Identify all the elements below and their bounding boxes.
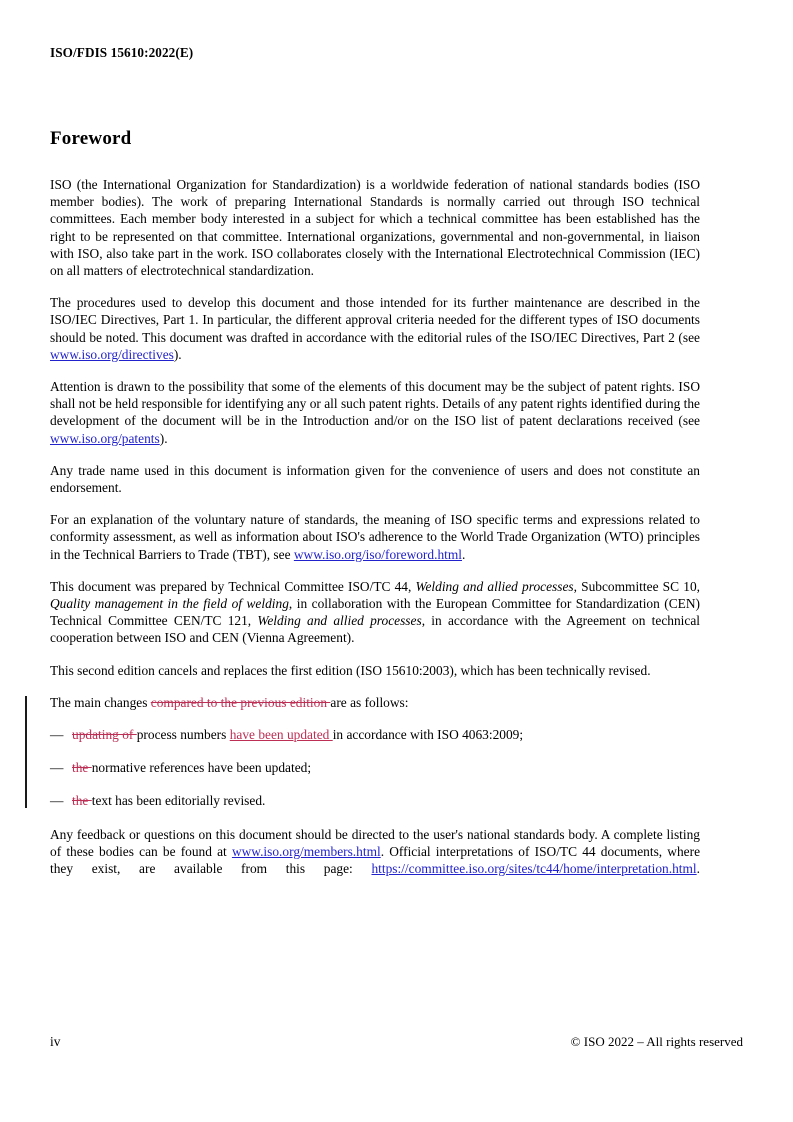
- list-item: [50, 726, 700, 743]
- page-number: iv: [50, 1034, 61, 1049]
- paragraph-patent-tail: ).: [159, 430, 168, 446]
- paragraph-committee: [50, 578, 700, 647]
- change-bar: [25, 696, 27, 808]
- deleted-text: updating of: [72, 727, 137, 743]
- deleted-text: the: [72, 793, 92, 809]
- document-body: [50, 128, 700, 910]
- deleted-text: the: [72, 760, 92, 776]
- italic-welding-processes-2: Welding and allied processes: [257, 613, 422, 629]
- tracked-changes-block: [50, 694, 700, 810]
- link-tc44-interpretation[interactable]: https://committee.iso.org/sites/tc44/home/interpretation.html: [371, 861, 697, 877]
- link-iso-foreword[interactable]: www.iso.org/iso/foreword.html: [293, 546, 462, 562]
- paragraph-main-changes-a: The main changes: [50, 694, 151, 710]
- list-dash: —: [50, 727, 64, 743]
- link-iso-patents[interactable]: www.iso.org/patents: [50, 430, 160, 446]
- list-item-text-b: in accordance with ISO 4063:2009;: [332, 727, 524, 743]
- paragraph-second-edition: This second edition cancels and replaces the first edition (ISO 15610:2003), which has been technically revised.: [50, 662, 651, 678]
- list-dash: —: [50, 793, 64, 809]
- paragraph-voluntary-text: For an explanation of the voluntary nature of standards, the meaning of ISO specific terms and expressions related to conformity assessment, as well as information about ISO's adherence to the World Trade Organization (WTO) principles in the Technical Barriers to Trade (TBT), see: [50, 512, 700, 562]
- paragraph-procedures-text: The procedures used to develop this document and those intended for its further maintenance are described in the ISO/IEC Directives, Part 1. In particular, the different approval criteria needed for the different types of ISO documents should be noted. This document was drafted in accordance with the editorial rules of the ISO/IEC Directives, Part 2 (see: [50, 295, 700, 345]
- list-item-text-a: text has been editorially revised.: [91, 793, 266, 809]
- list-item: [50, 792, 700, 809]
- paragraph-main-changes-b: are as follows:: [330, 694, 409, 710]
- document-header: ISO/FDIS 15610:2022(E): [50, 45, 194, 60]
- paragraph-committee-b: , Subcommittee SC 10,: [573, 578, 700, 594]
- paragraph-patent-rights: [50, 378, 700, 447]
- page-title: Foreword: [50, 128, 132, 149]
- paragraph-committee-c: , in collaboration with the European Committee for Standardization (CEN) Technical Committee CEN/TC 121,: [50, 596, 700, 629]
- page-footer: [50, 1034, 743, 1050]
- paragraph-feedback-b: . Official interpretations of ISO/TC 44 documents, where they exist, are available from this page:: [50, 843, 701, 877]
- link-iso-directives[interactable]: www.iso.org/directives: [50, 346, 174, 362]
- inserted-text: have been updated: [229, 727, 333, 743]
- italic-welding-processes-1: Welding and allied processes: [415, 578, 574, 594]
- paragraph-committee-a: This document was prepared by Technical Committee ISO/TC 44,: [50, 578, 416, 594]
- list-dash: —: [50, 760, 64, 776]
- list-item: [50, 759, 700, 776]
- paragraph-main-changes: [50, 694, 700, 711]
- italic-quality-management: Quality management in the field of welding: [50, 596, 289, 612]
- paragraph-feedback-a: Any feedback or questions on this document should be directed to the user's national standards body. A complete listing of these bodies can be found at: [50, 826, 700, 859]
- paragraph-patent-text: Attention is drawn to the possibility that some of the elements of this document may be the subject of patent rights. ISO shall not be held responsible for identifying any or all such patent rights. Details of any patent rights identified during the development of the document will be in the Introduction and/or on the ISO list of patent declarations received (see: [50, 379, 700, 429]
- paragraph-voluntary-tail: .: [462, 546, 466, 562]
- deleted-text-previous-edition: compared to the previous edition: [150, 694, 331, 710]
- paragraph-voluntary-nature: [50, 511, 700, 563]
- copyright-notice: © ISO 2022 – All rights reserved: [570, 1034, 743, 1049]
- paragraph-procedures: [50, 294, 700, 363]
- paragraph-trade-name: Any trade name used in this document is information given for the convenience of users and does not constitute an endorsement.: [50, 462, 700, 496]
- link-iso-members[interactable]: www.iso.org/members.html: [231, 843, 381, 859]
- paragraph-procedures-tail: ).: [173, 346, 182, 362]
- changes-list: [50, 726, 700, 810]
- paragraph-feedback-c: .: [696, 861, 700, 877]
- list-item-text-a: normative references have been updated;: [91, 760, 312, 776]
- list-item-text-a: process numbers: [136, 727, 230, 743]
- paragraph-committee-d: , in accordance with the Agreement on technical cooperation between ISO and CEN (Vienna Agreement).: [50, 613, 701, 646]
- paragraph-feedback: [50, 826, 700, 895]
- paragraph-iso-description: ISO (the International Organization for Standardization) is a worldwide federation of national standards bodies (ISO member bodies). The work of preparing International Standards is normally carried out through ISO technical committees. Each member body interested in a subject for which a technical committee has been established has the right to be represented on that committee. International organizations, governmental and non-governmental, in liaison with ISO, also take part in the work. ISO collaborates closely with the International Electrotechnical Commission (IEC) on all matters of electrotechnical standardization.: [50, 177, 700, 279]
